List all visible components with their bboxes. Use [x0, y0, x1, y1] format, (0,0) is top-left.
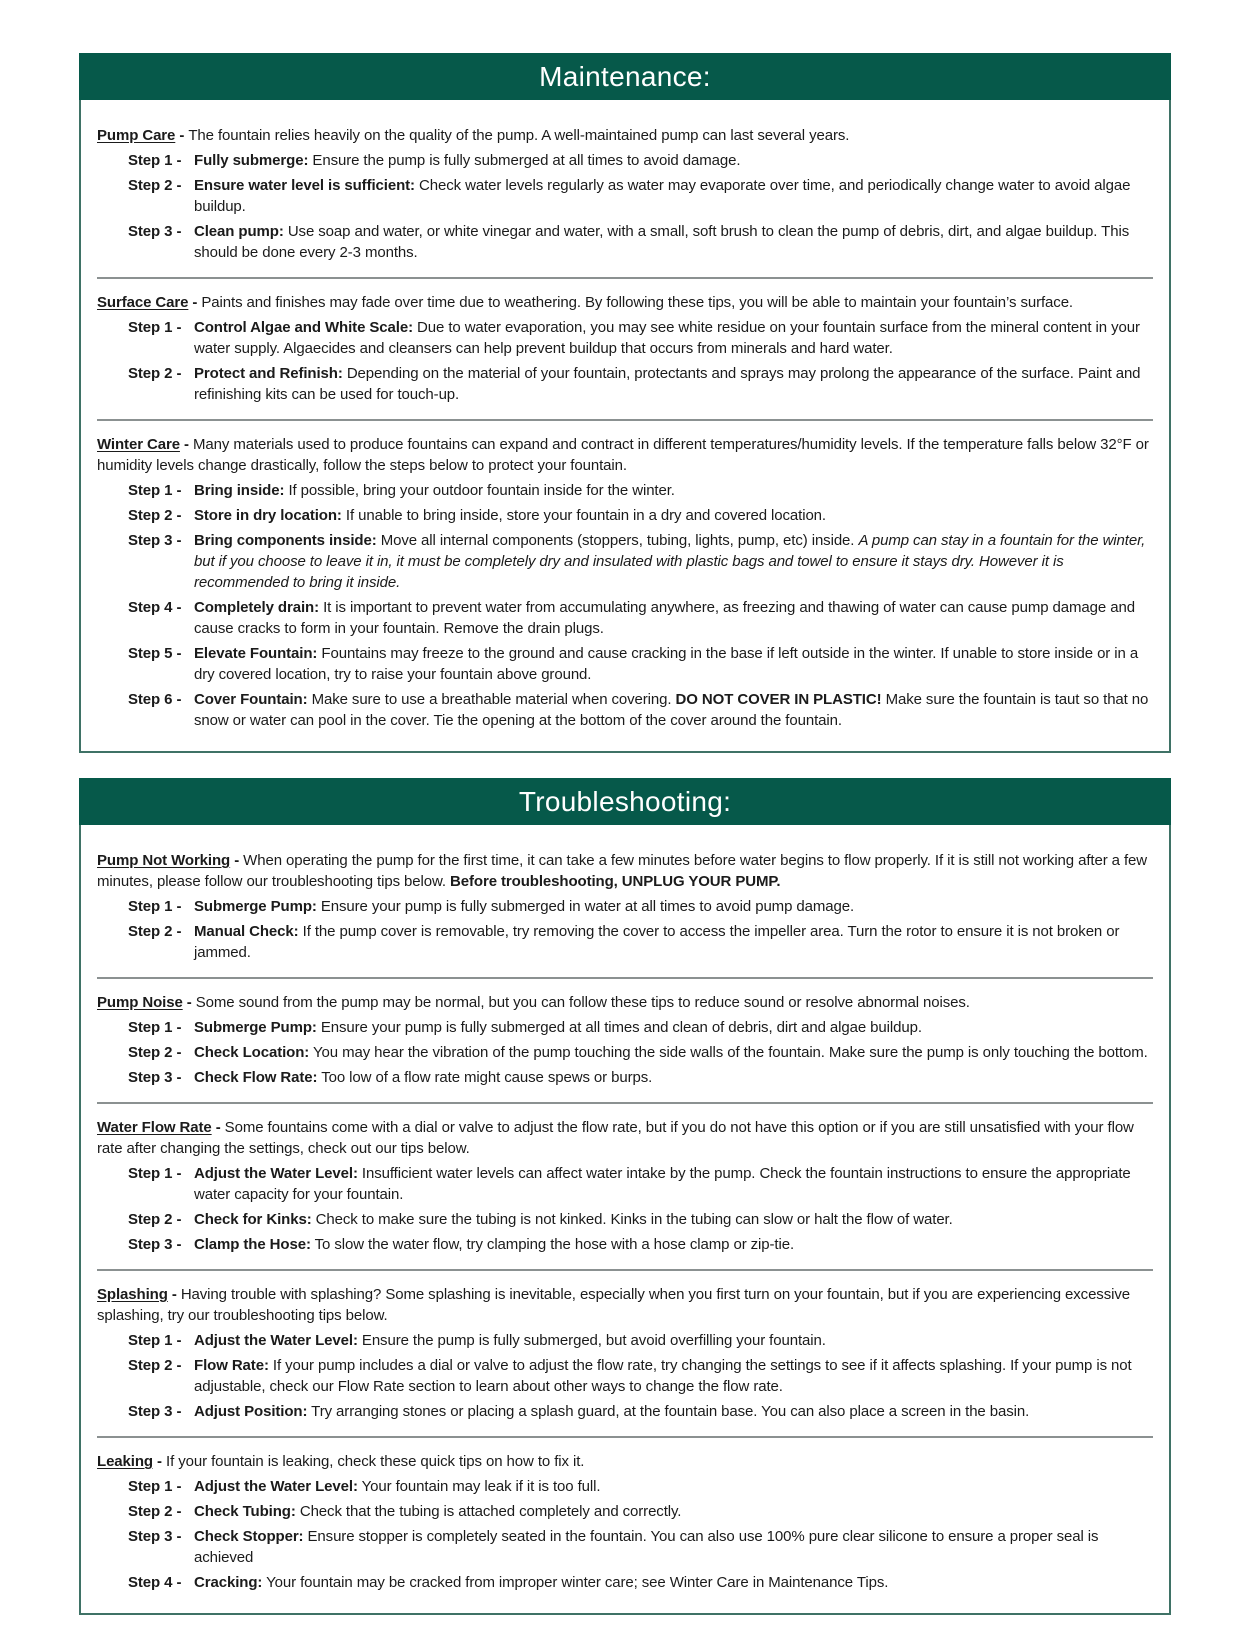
step-number: Step 1 -	[128, 898, 182, 915]
topic-heading: Pump Not Working	[97, 852, 231, 869]
topic-intro	[97, 1284, 1153, 1326]
document	[0, 53, 1250, 1615]
step-text: Depending on the material of your fountain, protectants and sprays may prolong the appearance of the surface. Paint and refinishing kits can be used for touch-up.	[194, 365, 1141, 403]
step	[97, 221, 1153, 263]
step-text: Check to make sure the tubing is not kinked. Kinks in the tubing can slow or halt the flow of water.	[311, 1211, 953, 1228]
step-text: Due to water evaporation, you may see white residue on your fountain surface from the mineral content in your water supply. Algaecides and cleansers can help prevent buildup that occurs from minerals and hard water.	[194, 319, 1140, 357]
step-label: Elevate Fountain:	[194, 645, 318, 662]
step-text: If the pump cover is removable, try removing the cover to access the impeller area. Turn the rotor to ensure it is not broken or jammed.	[194, 923, 1120, 961]
heading-separator: -	[167, 1286, 181, 1303]
step-number: Step 2 -	[128, 177, 182, 194]
step-number: Step 1 -	[128, 1165, 182, 1182]
step-number: Step 2 -	[128, 365, 182, 382]
steps-list	[97, 896, 1153, 963]
step	[97, 317, 1153, 359]
topic-intro-text: If your fountain is leaking, check these quick tips on how to fix it.	[166, 1453, 585, 1470]
topic-heading: Water Flow Rate	[97, 1119, 212, 1136]
step	[97, 1234, 1153, 1255]
step-number: Step 2 -	[128, 1044, 182, 1061]
section-header-bar	[79, 53, 1171, 100]
step	[97, 530, 1153, 593]
step-text: Your fountain may be cracked from improper winter care; see Winter Care in Maintenance Tips.	[262, 1574, 889, 1591]
step-label: Check Flow Rate:	[194, 1069, 318, 1086]
heading-separator: -	[182, 994, 196, 1011]
topic-intro-bold-text: Before troubleshooting, UNPLUG YOUR PUMP.	[450, 873, 781, 890]
topic-intro-text: The fountain relies heavily on the quality of the pump. A well-maintained pump can last several years.	[188, 127, 850, 144]
step-text: Try arranging stones or placing a splash guard, at the fountain base. You can also place a screen in the basin.	[307, 1403, 1030, 1420]
step-label: Submerge Pump:	[194, 1019, 317, 1036]
step-text: If your pump includes a dial or valve to adjust the flow rate, try changing the settings to see if it affects splashing. If your pump is not adjustable, check our Flow Rate section to learn about other ways to change the flow rate.	[194, 1357, 1132, 1395]
step-number: Step 6 -	[128, 691, 182, 708]
step-number: Step 4 -	[128, 599, 182, 616]
steps-list	[97, 1017, 1153, 1088]
step-text: If unable to bring inside, store your fountain in a dry and covered location.	[341, 507, 826, 524]
step-text-continued: Make sure the fountain is taut so that no snow or water can pool in the cover. Tie the opening at the bottom of the cover around the fountain.	[194, 691, 1149, 729]
step	[97, 1355, 1153, 1397]
step	[97, 1163, 1153, 1205]
step-label: Adjust the Water Level:	[194, 1165, 358, 1182]
step-text: Ensure your pump is fully submerged at all times and clean of debris, dirt and algae buildup.	[316, 1019, 922, 1036]
step-number: Step 3 -	[128, 1403, 182, 1420]
step-label: Bring inside:	[194, 482, 285, 499]
topic	[97, 1102, 1153, 1269]
heading-separator: -	[230, 852, 244, 869]
step	[97, 1572, 1153, 1593]
step-text: Check water levels regularly as water may evaporate over time, and periodically change water to avoid algae buildup.	[194, 177, 1131, 215]
step	[97, 1042, 1153, 1063]
topic-intro-text: Some sound from the pump may be normal, but you can follow these tips to reduce sound or resolve abnormal noises.	[195, 994, 970, 1011]
step-label: Cracking:	[194, 1574, 263, 1591]
section-title: Troubleshooting:	[518, 785, 732, 817]
step-number: Step 3 -	[128, 532, 182, 549]
step	[97, 175, 1153, 217]
step	[97, 1501, 1153, 1522]
step-label: Check Stopper:	[194, 1528, 304, 1545]
topic	[97, 1436, 1153, 1607]
step-text: Fountains may freeze to the ground and cause cracking in the base if left outside in the winter. If unable to store inside or in a dry covered location, try to raise your fountain above ground.	[194, 645, 1139, 683]
step-label: Flow Rate:	[194, 1357, 269, 1374]
step-label: Control Algae and White Scale:	[194, 319, 413, 336]
step-number: Step 1 -	[128, 152, 182, 169]
step-label: Clean pump:	[194, 223, 284, 240]
step-number: Step 5 -	[128, 645, 182, 662]
step-number: Step 3 -	[128, 1236, 182, 1253]
steps-list	[97, 150, 1153, 263]
topic-intro	[97, 992, 1153, 1013]
topic-heading: Surface Care	[97, 294, 189, 311]
step-text: Insufficient water levels can affect water intake by the pump. Check the fountain instructions to ensure the appropriate water capacity for your fountain.	[194, 1165, 1131, 1203]
step	[97, 597, 1153, 639]
step-label: Adjust the Water Level:	[194, 1332, 358, 1349]
step-label: Completely drain:	[194, 599, 319, 616]
topic-heading: Winter Care	[97, 436, 180, 453]
step	[97, 1067, 1153, 1088]
heading-separator: -	[152, 1453, 167, 1470]
topic-intro	[97, 125, 1153, 146]
step-number: Step 2 -	[128, 507, 182, 524]
topic-heading: Leaking	[97, 1453, 153, 1470]
step	[97, 480, 1153, 501]
topic-heading: Pump Care	[97, 127, 176, 144]
heading-separator: -	[211, 1119, 225, 1136]
step	[97, 150, 1153, 171]
topic	[97, 1269, 1153, 1436]
topic	[97, 277, 1153, 419]
step	[97, 896, 1153, 917]
topic-intro-text: Many materials used to produce fountains can expand and contract in different temperatures/humidity levels. If the temperature falls below 32°F or humidity levels change drastically, follow the steps below to protect your fountain.	[97, 436, 1149, 474]
step-number: Step 4 -	[128, 1574, 182, 1591]
steps-list	[97, 317, 1153, 405]
step-text: Make sure to use a breathable material when covering.	[307, 691, 676, 708]
step-text: If possible, bring your outdoor fountain inside for the winter.	[284, 482, 675, 499]
steps-list	[97, 1163, 1153, 1255]
step-label: Check Tubing:	[194, 1503, 296, 1520]
step-number: Step 1 -	[128, 319, 182, 336]
step-text: Ensure stopper is completely seated in the fountain. You can also use 100% pure clear silicone to ensure a proper seal is achieved	[194, 1528, 1099, 1566]
step-number: Step 1 -	[128, 482, 182, 499]
topic-intro	[97, 292, 1153, 313]
step-text: Check that the tubing is attached completely and correctly.	[295, 1503, 682, 1520]
step-text: To slow the water flow, try clamping the hose with a hose clamp or zip-tie.	[310, 1236, 795, 1253]
topic-heading: Splashing	[97, 1286, 168, 1303]
step	[97, 505, 1153, 526]
step	[97, 363, 1153, 405]
section-content	[81, 825, 1169, 1613]
step-text: It is important to prevent water from accumulating anywhere, as freezing and thawing of water can cause pump damage and cause cracks to form in your fountain. Remove the drain plugs.	[194, 599, 1135, 637]
step	[97, 1401, 1153, 1422]
section-troubleshooting	[79, 778, 1171, 1615]
heading-separator: -	[179, 436, 193, 453]
step	[97, 921, 1153, 963]
step-text: Ensure your pump is fully submerged in water at all times to avoid pump damage.	[316, 898, 855, 915]
step-bold-text: DO NOT COVER IN PLASTIC!	[675, 691, 882, 708]
section-content	[81, 100, 1169, 751]
topic-intro	[97, 1451, 1153, 1472]
step-text: Use soap and water, or white vinegar and water, with a small, soft brush to clean the pump of debris, dirt, and algae buildup. This should be done every 2-3 months.	[194, 223, 1130, 261]
topic	[97, 837, 1153, 977]
step	[97, 643, 1153, 685]
step-number: Step 3 -	[128, 1528, 182, 1545]
heading-separator: -	[188, 294, 202, 311]
topic	[97, 419, 1153, 745]
step-number: Step 2 -	[128, 1503, 182, 1520]
topic-intro	[97, 1117, 1153, 1159]
steps-list	[97, 1330, 1153, 1422]
topic	[97, 977, 1153, 1102]
step-text: Ensure the pump is fully submerged, but avoid overfilling your fountain.	[357, 1332, 826, 1349]
step-number: Step 2 -	[128, 1357, 182, 1374]
topic-intro-text: When operating the pump for the first time, it can take a few minutes before water begins to flow properly. If it is still not working after a few minutes, please follow our troubleshooting tips below.	[97, 852, 1148, 890]
step-label: Fully submerge:	[194, 152, 309, 169]
step-number: Step 1 -	[128, 1019, 182, 1036]
step-text: Your fountain may leak if it is too full.	[357, 1478, 601, 1495]
step-label: Ensure water level is sufficient:	[194, 177, 415, 194]
topic-intro-text: Having trouble with splashing? Some splashing is inevitable, especially when you first turn on your fountain, but if you are experiencing excessive splashing, try our troubleshooting tips below.	[97, 1286, 1130, 1324]
topic-intro-text: Some fountains come with a dial or valve to adjust the flow rate, but if you do not have this option or if you are still unsatisfied with your flow rate after changing the settings, check out our tips below.	[97, 1119, 1134, 1157]
step-text: Move all internal components (stoppers, tubing, lights, pump, etc) inside.	[376, 532, 859, 549]
step-number: Step 3 -	[128, 1069, 182, 1086]
step-label: Submerge Pump:	[194, 898, 317, 915]
topic	[97, 112, 1153, 277]
section-header-bar	[79, 778, 1171, 825]
step-label: Adjust Position:	[194, 1403, 308, 1420]
step-number: Step 1 -	[128, 1478, 182, 1495]
step	[97, 1526, 1153, 1568]
step-text: You may hear the vibration of the pump touching the side walls of the fountain. Make sure the pump is only touching the bottom.	[309, 1044, 1148, 1061]
step-label: Check Location:	[194, 1044, 310, 1061]
step-label: Bring components inside:	[194, 532, 377, 549]
step-italic-note: A pump can stay in a fountain for the winter, but if you choose to leave it in, it must be completely dry and insulated with plastic bags and towel to ensure it stays dry. However it is recommended to bring it inside.	[194, 532, 1146, 591]
step-number: Step 2 -	[128, 923, 182, 940]
step-label: Adjust the Water Level:	[194, 1478, 358, 1495]
step	[97, 1476, 1153, 1497]
step	[97, 1330, 1153, 1351]
topic-intro-text: Paints and finishes may fade over time due to weathering. By following these tips, you will be able to maintain your fountain’s surface.	[201, 294, 1074, 311]
step-label: Check for Kinks:	[194, 1211, 312, 1228]
topic-intro	[97, 850, 1153, 892]
section-title: Maintenance:	[539, 60, 711, 92]
topic-heading: Pump Noise	[97, 994, 183, 1011]
step	[97, 689, 1153, 731]
step-label: Clamp the Hose:	[194, 1236, 311, 1253]
step-text: Too low of a flow rate might cause spews or burps.	[317, 1069, 653, 1086]
heading-separator: -	[175, 127, 189, 144]
step-label: Protect and Refinish:	[194, 365, 343, 382]
section-maintenance	[79, 53, 1171, 753]
step-label: Store in dry location:	[194, 507, 342, 524]
step-number: Step 2 -	[128, 1211, 182, 1228]
step-label: Manual Check:	[194, 923, 299, 940]
step	[97, 1017, 1153, 1038]
steps-list	[97, 480, 1153, 731]
topic-intro	[97, 434, 1153, 476]
step-number: Step 1 -	[128, 1332, 182, 1349]
step	[97, 1209, 1153, 1230]
steps-list	[97, 1476, 1153, 1593]
step-label: Cover Fountain:	[194, 691, 308, 708]
step-number: Step 3 -	[128, 223, 182, 240]
step-text: Ensure the pump is fully submerged at all times to avoid damage.	[308, 152, 741, 169]
